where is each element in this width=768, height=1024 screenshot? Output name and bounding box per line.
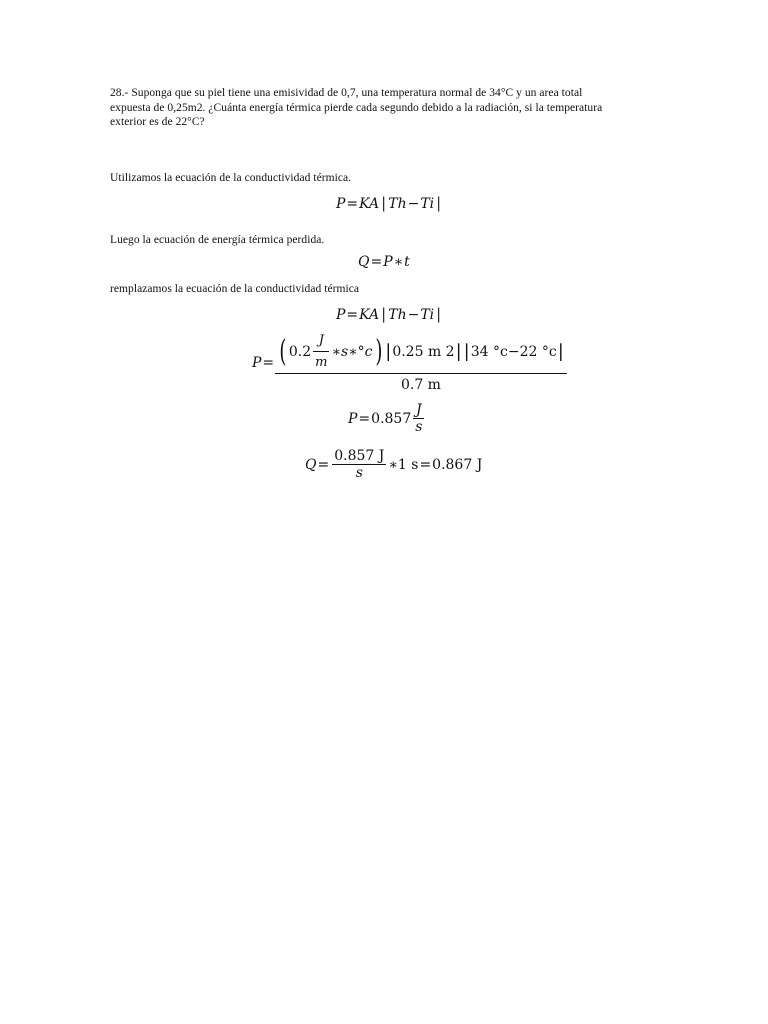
eq4-coef: 0.2 [288, 344, 312, 361]
equation-energy [358, 255, 410, 269]
eq1-bar-right: | [436, 194, 442, 212]
eq3-bar-right: | [436, 305, 442, 323]
eq4-numerator [275, 334, 567, 373]
eq5-lhs: P [348, 410, 358, 427]
eq3-equals: = [346, 306, 359, 323]
eq2-times: ∗ [393, 254, 404, 270]
eq4-temp: 34 °c−22 °c [470, 344, 557, 361]
paragraph-conductivity: Utilizamos la ecuación de la conductividad térmica. [110, 172, 352, 184]
eq4-denominator: 0.7 m [400, 376, 441, 393]
eq4-paren-right: ) [374, 334, 382, 370]
eq1-ka: KA [359, 195, 380, 212]
problem-line-3: exterior es de 22°C? [110, 116, 205, 128]
eq1-th: Th [388, 195, 407, 212]
problem-line-2: expuesta de 0,25m2. ¿Cuánta energía térmica pierde cada segundo debido a la radiación, si la temperatura [110, 101, 603, 114]
eq4-unit-fraction [313, 334, 329, 371]
paragraph-energy: Luego la ecuación de energía térmica perdida. [110, 234, 325, 246]
eq4-main-fraction [275, 334, 567, 392]
eq6-frac-den: s [355, 465, 363, 482]
eq5-equals: = [358, 410, 371, 427]
eq6-lhs: Q [305, 456, 317, 473]
eq1-equals: = [346, 195, 359, 212]
equation-energy-result [305, 448, 482, 481]
eq2-t: t [404, 254, 410, 270]
eq4-lhs: P [252, 354, 262, 371]
eq3-bar-left: | [381, 305, 387, 323]
eq2-equals: = [370, 254, 383, 270]
eq1-bar-left: | [381, 194, 387, 212]
equation-conductivity-repeat [336, 307, 443, 322]
eq1-ti: Ti [420, 195, 435, 212]
eq4-area: 0.25 m 2 [392, 344, 455, 361]
problem-line-1: 28.- Suponga que su piel tiene una emisividad de 0,7, una temperatura normal de 34°C y un area total [110, 87, 583, 99]
eq6-frac-num: 0.857 J [334, 448, 385, 464]
eq3-minus: − [407, 306, 420, 323]
eq4-unit-den: m [315, 354, 328, 370]
eq5-unit-fraction [413, 402, 424, 435]
eq3-ti: Ti [420, 306, 435, 323]
eq5-unit-num: J [416, 402, 422, 418]
eq5-unit-den: s [415, 419, 423, 436]
eq1-lhs: P [336, 195, 346, 212]
eq4-temp-bar-left: | [463, 341, 470, 363]
eq4-area-bar-right: | [455, 341, 462, 363]
eq4-units-rest: ∗s∗°c [331, 344, 373, 361]
eq4-equals: = [262, 354, 275, 371]
problem-statement [110, 86, 670, 130]
eq3-th: Th [388, 306, 407, 323]
eq4-temp-bar-right: | [557, 341, 564, 363]
eq3-ka: KA [359, 306, 380, 323]
equation-substitution [252, 334, 567, 392]
eq6-equals: = [317, 456, 330, 473]
eq4-paren-left: ( [279, 334, 287, 370]
eq4-unit-num: J [318, 333, 324, 348]
eq4-area-bar-left: | [385, 341, 392, 363]
eq6-result: 0.867 J [432, 456, 483, 473]
eq2-lhs: Q [358, 254, 370, 270]
equation-conductivity [336, 196, 443, 211]
eq6-equals-2: = [419, 456, 432, 473]
eq2-p: P [383, 254, 393, 270]
eq6-fraction [332, 448, 386, 481]
eq6-rest: ∗1 s [388, 456, 419, 473]
eq5-value: 0.857 [371, 410, 412, 427]
paragraph-replace: remplazamos la ecuación de la conductividad térmica [110, 283, 360, 295]
equation-power-result [348, 402, 426, 435]
eq3-lhs: P [336, 306, 346, 323]
eq1-minus: − [407, 195, 420, 212]
